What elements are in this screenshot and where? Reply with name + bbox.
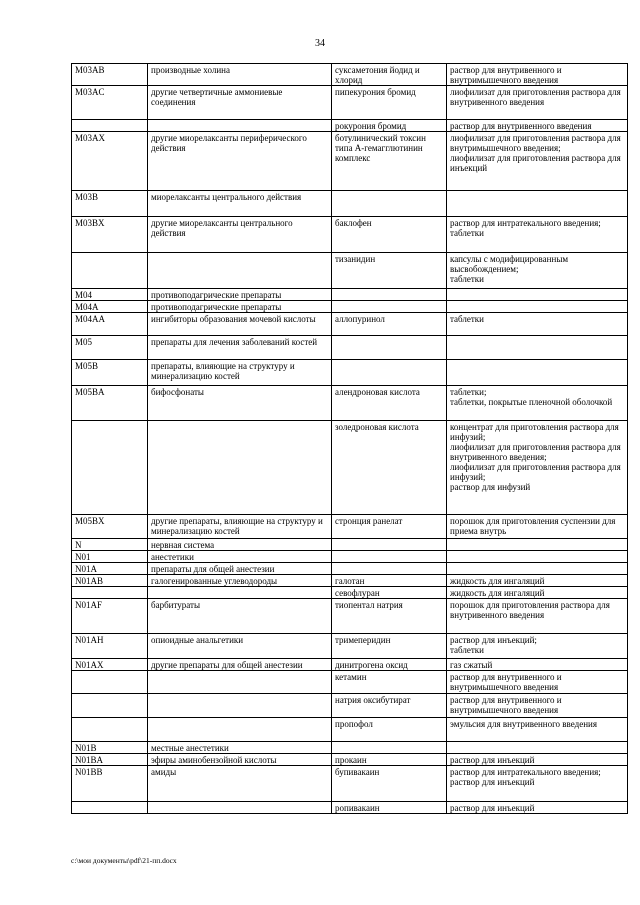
group-name-text: нервная система <box>151 540 215 550</box>
group-name-cell <box>148 599 332 634</box>
group-name-cell <box>148 634 332 659</box>
atc-code-cell <box>72 551 148 563</box>
atc-code-text: M03B <box>75 192 99 202</box>
atc-code-cell <box>72 217 148 253</box>
drug-name-text: тиопентал натрия <box>335 600 403 610</box>
table-row <box>72 742 628 754</box>
dosage-form-text: концентрат для приготовления раствора для инфузий; лиофилизат для приготовления раствора для внутривенного введения; лиофилизат для приготовления раствора для инфузий; раствор для инфузий <box>450 422 621 492</box>
group-name-cell <box>148 132 332 191</box>
dosage-form-text: таблетки <box>450 314 485 324</box>
atc-code-cell <box>72 742 148 754</box>
drug-name-cell <box>332 575 447 587</box>
group-name-text: бифосфонаты <box>151 387 204 397</box>
atc-code-text: M04 <box>75 290 93 300</box>
atc-code-cell <box>72 718 148 742</box>
atc-code-cell <box>72 191 148 217</box>
drug-name-cell <box>332 289 447 301</box>
atc-code-text: M03BX <box>75 218 105 228</box>
drug-name-text: стронция ранелат <box>335 516 403 526</box>
drug-name-cell <box>332 515 447 539</box>
group-name-cell <box>148 253 332 289</box>
dosage-form-cell <box>447 802 628 814</box>
drug-name-cell <box>332 599 447 634</box>
atc-code-cell <box>72 86 148 120</box>
table-row <box>72 694 628 718</box>
table-row <box>72 313 628 336</box>
dosage-form-cell <box>447 120 628 132</box>
group-name-cell <box>148 766 332 802</box>
drug-name-cell <box>332 671 447 694</box>
group-name-cell <box>148 563 332 575</box>
table-row <box>72 132 628 191</box>
table-row <box>72 421 628 515</box>
group-name-text: другие препараты, влияющие на структуру и минерализацию костей <box>151 516 323 536</box>
group-name-cell <box>148 336 332 360</box>
dosage-form-cell <box>447 634 628 659</box>
footer-file-path: c:\мои документы\pdf\21-пп.docx <box>71 856 177 865</box>
drug-name-text: кетамин <box>335 672 367 682</box>
drug-name-text: тримеперидин <box>335 635 391 645</box>
dosage-form-cell <box>447 253 628 289</box>
drug-name-cell <box>332 336 447 360</box>
dosage-form-text: раствор для внутривенного введения <box>450 121 592 131</box>
dosage-form-cell <box>447 718 628 742</box>
atc-code-text: N01AH <box>75 635 104 645</box>
table-row <box>72 64 628 86</box>
drug-name-text: ропивакаин <box>335 803 380 813</box>
group-name-text: ингибиторы образования мочевой кислоты <box>151 314 316 324</box>
drug-name-cell <box>332 301 447 313</box>
atc-code-text: N01BA <box>75 755 104 765</box>
dosage-form-cell <box>447 563 628 575</box>
table-row <box>72 289 628 301</box>
table-row <box>72 718 628 742</box>
table-body <box>72 64 628 814</box>
group-name-cell <box>148 718 332 742</box>
drug-name-cell <box>332 563 447 575</box>
group-name-text: амиды <box>151 767 177 777</box>
dosage-form-text: раствор для инъекций <box>450 755 535 765</box>
drug-name-text: пипекурония бромид <box>335 87 416 97</box>
atc-code-text: M05BA <box>75 387 105 397</box>
atc-code-text: N01BB <box>75 767 103 777</box>
table-row <box>72 587 628 599</box>
atc-code-text: N01B <box>75 743 97 753</box>
drug-name-cell <box>332 253 447 289</box>
atc-code-cell <box>72 313 148 336</box>
atc-code-cell <box>72 336 148 360</box>
atc-code-cell <box>72 754 148 766</box>
group-name-cell <box>148 289 332 301</box>
dosage-form-text: лиофилизат для приготовления раствора для внутривенного введения <box>450 87 621 107</box>
table-row <box>72 671 628 694</box>
dosage-form-text: таблетки; таблетки, покрытые пленочной оболочкой <box>450 387 613 407</box>
drug-name-cell <box>332 191 447 217</box>
dosage-form-cell <box>447 313 628 336</box>
dosage-form-text: жидкость для ингаляций <box>450 588 545 598</box>
dosage-form-cell <box>447 360 628 386</box>
drug-name-cell <box>332 742 447 754</box>
drug-name-text: тизанидин <box>335 254 376 264</box>
group-name-cell <box>148 313 332 336</box>
drug-name-cell <box>332 754 447 766</box>
table-row <box>72 539 628 551</box>
drug-name-text: рокурония бромид <box>335 121 407 131</box>
table-row <box>72 120 628 132</box>
atc-code-cell <box>72 515 148 539</box>
dosage-form-cell <box>447 671 628 694</box>
drug-name-cell <box>332 360 447 386</box>
table-row <box>72 634 628 659</box>
dosage-form-text: порошок для приготовления раствора для внутривенного введения <box>450 600 610 620</box>
dosage-form-cell <box>447 132 628 191</box>
drug-name-text: динитрогена оксид <box>335 660 408 670</box>
atc-code-cell <box>72 64 148 86</box>
atc-code-text: N01 <box>75 552 91 562</box>
atc-code-text: M03AC <box>75 87 105 97</box>
dosage-form-cell <box>447 587 628 599</box>
atc-code-cell <box>72 421 148 515</box>
drug-name-cell <box>332 718 447 742</box>
drug-name-cell <box>332 132 447 191</box>
atc-code-cell <box>72 539 148 551</box>
drug-name-cell <box>332 217 447 253</box>
drug-name-text: галотан <box>335 576 365 586</box>
group-name-text: препараты, влияющие на структуру и минерализацию костей <box>151 361 295 381</box>
group-name-text: барбитураты <box>151 600 201 610</box>
group-name-text: препараты для общей анестезии <box>151 564 275 574</box>
group-name-cell <box>148 802 332 814</box>
dosage-form-cell <box>447 386 628 421</box>
drug-name-cell <box>332 694 447 718</box>
group-name-text: миорелаксанты центрального действия <box>151 192 302 202</box>
drug-name-text: натрия оксибутират <box>335 695 411 705</box>
dosage-form-cell <box>447 64 628 86</box>
atc-code-text: M05B <box>75 361 99 371</box>
dosage-form-text: раствор для инъекций <box>450 803 535 813</box>
table-row <box>72 336 628 360</box>
drug-name-text: ботулинический токсин типа А-гемагглютинин комплекс <box>335 133 426 163</box>
dosage-form-text: раствор для внутривенного и внутримышечного введения <box>450 672 562 692</box>
group-name-cell <box>148 386 332 421</box>
drug-table <box>71 63 628 814</box>
drug-name-cell <box>332 802 447 814</box>
group-name-cell <box>148 191 332 217</box>
group-name-cell <box>148 301 332 313</box>
dosage-form-cell <box>447 694 628 718</box>
atc-code-cell <box>72 694 148 718</box>
group-name-cell <box>148 659 332 671</box>
atc-code-text: N01AB <box>75 576 104 586</box>
atc-code-text: M05 <box>75 337 93 347</box>
dosage-form-cell <box>447 659 628 671</box>
atc-code-cell <box>72 659 148 671</box>
drug-name-text: баклофен <box>335 218 372 228</box>
drug-name-text: бупивакаин <box>335 767 380 777</box>
dosage-form-cell <box>447 539 628 551</box>
group-name-text: другие миорелаксанты центрального действия <box>151 218 293 238</box>
group-name-cell <box>148 217 332 253</box>
drug-name-cell <box>332 659 447 671</box>
group-name-text: другие четвертичные аммониевые соединения <box>151 87 283 107</box>
atc-code-text: M03AB <box>75 65 105 75</box>
table-row <box>72 551 628 563</box>
group-name-cell <box>148 539 332 551</box>
group-name-text: препараты для лечения заболеваний костей <box>151 337 318 347</box>
table-row <box>72 86 628 120</box>
atc-code-text: M04AA <box>75 314 106 324</box>
dosage-form-cell <box>447 575 628 587</box>
table-row <box>72 360 628 386</box>
drug-name-text: суксаметония йодид и хлорид <box>335 65 420 85</box>
dosage-form-cell <box>447 217 628 253</box>
atc-code-cell <box>72 289 148 301</box>
dosage-form-cell <box>447 742 628 754</box>
table-row <box>72 802 628 814</box>
table-row <box>72 301 628 313</box>
group-name-text: противоподагрические препараты <box>151 290 282 300</box>
group-name-text: анестетики <box>151 552 194 562</box>
table-row <box>72 575 628 587</box>
atc-code-cell <box>72 120 148 132</box>
group-name-text: другие препараты для общей анестезии <box>151 660 303 670</box>
drug-name-cell <box>332 551 447 563</box>
dosage-form-text: раствор для интратекального введения; таблетки <box>450 218 601 238</box>
group-name-text: противоподагрические препараты <box>151 302 282 312</box>
group-name-text: местные анестетики <box>151 743 229 753</box>
group-name-cell <box>148 120 332 132</box>
table-row <box>72 386 628 421</box>
atc-code-cell <box>72 575 148 587</box>
group-name-cell <box>148 742 332 754</box>
atc-code-cell <box>72 360 148 386</box>
dosage-form-cell <box>447 766 628 802</box>
group-name-text: другие миорелаксанты периферического действия <box>151 133 307 153</box>
table-row <box>72 754 628 766</box>
atc-code-text: N01A <box>75 564 97 574</box>
page-number: 34 <box>315 38 325 49</box>
group-name-cell <box>148 694 332 718</box>
drug-name-text: алендроновая кислота <box>335 387 420 397</box>
drug-name-text: прокаин <box>335 755 367 765</box>
atc-code-text: M04A <box>75 302 99 312</box>
atc-code-cell <box>72 253 148 289</box>
dosage-form-text: жидкость для ингаляций <box>450 576 545 586</box>
drug-name-cell <box>332 634 447 659</box>
drug-name-text: аллопуринол <box>335 314 385 324</box>
dosage-form-cell <box>447 515 628 539</box>
group-name-cell <box>148 64 332 86</box>
atc-code-text: M03AX <box>75 133 106 143</box>
atc-code-cell <box>72 766 148 802</box>
group-name-cell <box>148 421 332 515</box>
atc-code-cell <box>72 671 148 694</box>
drug-name-cell <box>332 120 447 132</box>
table-row <box>72 253 628 289</box>
group-name-cell <box>148 671 332 694</box>
group-name-cell <box>148 515 332 539</box>
atc-code-cell <box>72 563 148 575</box>
drug-name-cell <box>332 64 447 86</box>
drug-name-cell <box>332 539 447 551</box>
group-name-cell <box>148 575 332 587</box>
atc-code-text: N01AX <box>75 660 104 670</box>
drug-name-cell <box>332 386 447 421</box>
dosage-form-cell <box>447 289 628 301</box>
drug-name-cell <box>332 421 447 515</box>
drug-name-text: севофлуран <box>335 588 380 598</box>
table-row <box>72 563 628 575</box>
dosage-form-cell <box>447 421 628 515</box>
atc-code-cell <box>72 386 148 421</box>
dosage-form-cell <box>447 86 628 120</box>
atc-code-text: N <box>75 540 82 550</box>
group-name-text: опиоидные анальгетики <box>151 635 244 645</box>
group-name-text: производные холина <box>151 65 230 75</box>
atc-code-cell <box>72 802 148 814</box>
drug-name-text: золедроновая кислота <box>335 422 419 432</box>
group-name-cell <box>148 360 332 386</box>
group-name-cell <box>148 587 332 599</box>
table-row <box>72 191 628 217</box>
dosage-form-cell <box>447 754 628 766</box>
dosage-form-text: раствор для внутривенного и внутримышечного введения <box>450 65 562 85</box>
drug-name-cell <box>332 86 447 120</box>
table-row <box>72 766 628 802</box>
atc-code-cell <box>72 587 148 599</box>
atc-code-cell <box>72 132 148 191</box>
drug-name-cell <box>332 313 447 336</box>
group-name-cell <box>148 754 332 766</box>
dosage-form-text: раствор для интратекального введения; раствор для инъекций <box>450 767 601 787</box>
drug-name-cell <box>332 587 447 599</box>
dosage-form-text: раствор для внутривенного и внутримышечного введения <box>450 695 562 715</box>
group-name-cell <box>148 86 332 120</box>
dosage-form-cell <box>447 191 628 217</box>
dosage-form-text: порошок для приготовления суспензии для приема внутрь <box>450 516 616 536</box>
drug-name-text: пропофол <box>335 719 373 729</box>
atc-code-cell <box>72 301 148 313</box>
table-row <box>72 217 628 253</box>
atc-code-text: N01AF <box>75 600 103 610</box>
dosage-form-cell <box>447 599 628 634</box>
group-name-text: эфиры аминобензойной кислоты <box>151 755 277 765</box>
dosage-form-text: эмульсия для внутривенного введения <box>450 719 597 729</box>
atc-code-cell <box>72 599 148 634</box>
table-row <box>72 515 628 539</box>
table-row <box>72 659 628 671</box>
atc-code-cell <box>72 634 148 659</box>
group-name-cell <box>148 551 332 563</box>
table-row <box>72 599 628 634</box>
drug-name-cell <box>332 766 447 802</box>
dosage-form-cell <box>447 336 628 360</box>
dosage-form-text: газ сжатый <box>450 660 493 670</box>
dosage-form-text: лиофилизат для приготовления раствора для внутримышечного введения; лиофилизат для приготовления раствора для инъекций <box>450 133 621 173</box>
dosage-form-cell <box>447 551 628 563</box>
group-name-text: галогенированные углеводороды <box>151 576 278 586</box>
dosage-form-text: капсулы с модифицированным высвобождением; таблетки <box>450 254 569 284</box>
atc-code-text: M05BX <box>75 516 105 526</box>
dosage-form-text: раствор для инъекций; таблетки <box>450 635 537 655</box>
dosage-form-cell <box>447 301 628 313</box>
